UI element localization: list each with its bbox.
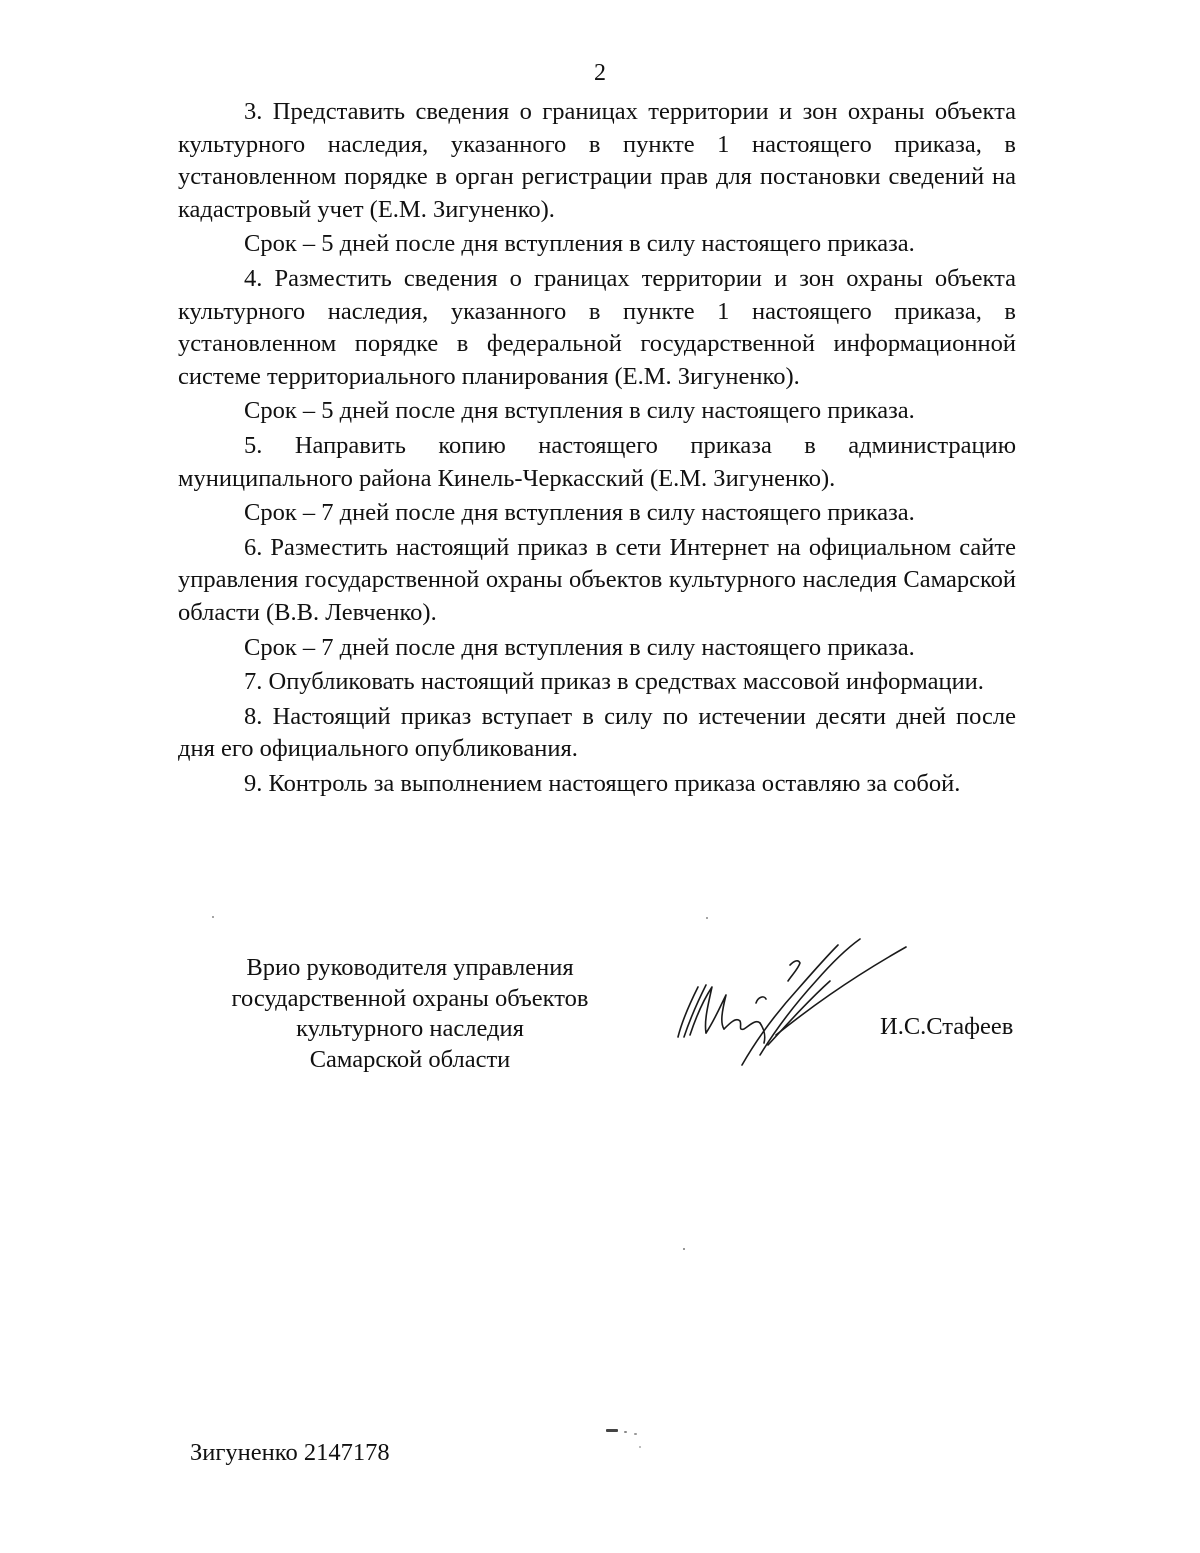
signer-title-line: культурного наследия [296,1015,524,1042]
deadline-item-4: Срок – 5 дней после дня вступления в силу настоящего приказа. [244,397,915,425]
signer-name: И.С.Стафеев [880,1013,1014,1040]
paragraph-item-9: 9. Контроль за выполнением настоящего приказа оставляю за собой. [244,769,961,797]
scan-speck [639,1446,641,1448]
executor-contact: Зигуненко 2147178 [190,1439,390,1466]
paragraph-item-8: 8. Настоящий приказ вступает в силу по истечении десяти дней после дня его официального опубликования. [178,702,1016,763]
signer-title-line: государственной охраны объектов [231,984,589,1012]
scan-speck [634,1433,637,1435]
signer-title [200,953,620,1075]
paragraph-item-6: 6. Разместить настоящий приказ в сети Интернет на официальном сайте управления государственной охраны объектов культурного наследия Самарской области (В.В. Левченко). [178,533,1016,626]
scan-speck [624,1431,627,1433]
paragraph-item-7: 7. Опубликовать настоящий приказ в средствах массовой информации. [244,668,984,696]
signer-title-line: Врио руководителя управления [246,954,574,981]
deadline-item-3: Срок – 5 дней после дня вступления в силу настоящего приказа. [244,230,915,258]
handwritten-signature [660,925,920,1085]
signer-title-line: Самарской области [309,1045,511,1073]
deadline-item-6: Срок – 7 дней после дня вступления в силу настоящего приказа. [244,633,915,661]
scan-speck [212,916,214,918]
paragraph-item-3: 3. Представить сведения о границах территории и зон охраны объекта культурного наследия, указанного в пункте 1 настоящего приказа, в установленном порядке в орган регистрации прав для постановки сведений на кадастровый учет (Е.М. Зигуненко). [178,98,1016,223]
scan-speck [606,1429,618,1432]
scan-speck [683,1248,685,1250]
paragraph-item-4: 4. Разместить сведения о границах территории и зон охраны объекта культурного наследия, указанного в пункте 1 настоящего приказа, в установленном порядке в федеральной государственной информационной системе территориального планирования (Е.М. Зигуненко). [178,264,1016,390]
deadline-item-5: Срок – 7 дней после дня вступления в силу настоящего приказа. [244,499,915,527]
order-body [178,96,1016,800]
page-number: 2 [594,60,606,86]
paragraph-item-5: 5. Направить копию настоящего приказа в администрацию муниципального района Кинель-Черкасский (Е.М. Зигуненко). [178,431,1016,492]
scan-speck [706,917,708,919]
